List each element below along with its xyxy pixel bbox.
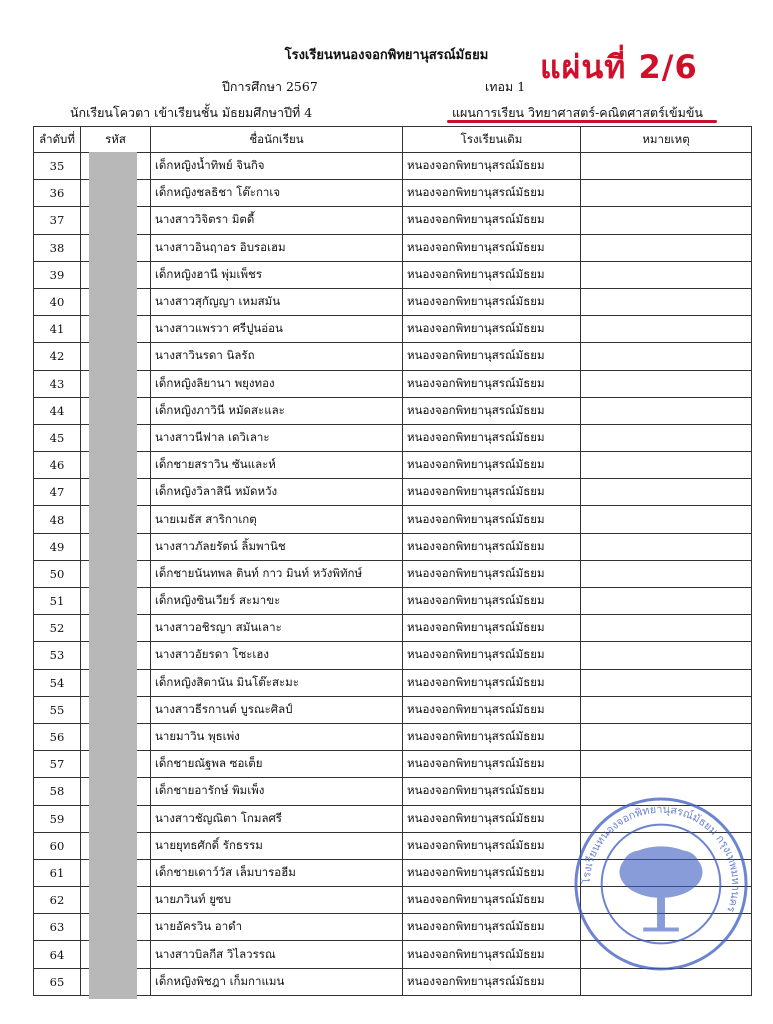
row-number: 40 — [34, 288, 81, 315]
student-name: นางสาวอินฤาอร อิบรอเฮม — [151, 234, 403, 261]
remarks-cell — [581, 642, 752, 669]
previous-school: หนองจอกพิทยานุสรณ์มัธยม — [403, 288, 581, 315]
student-name: นายอัครวิน อาดำ — [151, 914, 403, 941]
row-number: 36 — [34, 180, 81, 207]
table-row — [34, 642, 752, 669]
remarks-cell — [581, 533, 752, 560]
row-number: 39 — [34, 261, 81, 288]
remarks-cell — [581, 370, 752, 397]
table-row — [34, 479, 752, 506]
previous-school: หนองจอกพิทยานุสรณ์มัธยม — [403, 941, 581, 968]
row-number: 60 — [34, 832, 81, 859]
tree-icon — [619, 846, 702, 931]
remarks-cell — [581, 261, 752, 288]
student-name: นางสาวอัยรดา โซะเฮง — [151, 642, 403, 669]
previous-school: หนองจอกพิทยานุสรณ์มัธยม — [403, 533, 581, 560]
previous-school: หนองจอกพิทยานุสรณ์มัธยม — [403, 397, 581, 424]
table-row — [34, 560, 752, 587]
table-row — [34, 452, 752, 479]
previous-school: หนองจอกพิทยานุสรณ์มัธยม — [403, 479, 581, 506]
previous-school: หนองจอกพิทยานุสรณ์มัธยม — [403, 615, 581, 642]
remarks-cell — [581, 180, 752, 207]
previous-school: หนองจอกพิทยานุสรณ์มัธยม — [403, 669, 581, 696]
student-name: นางสาวินรดา นิลรัถ — [151, 343, 403, 370]
student-name: เด็กชายณัฐพล ซอเต็ย — [151, 751, 403, 778]
table-row — [34, 615, 752, 642]
row-number: 51 — [34, 588, 81, 615]
student-name: นางสาวนีฟาล เดวิเลาะ — [151, 424, 403, 451]
remarks-cell — [581, 153, 752, 180]
previous-school: หนองจอกพิทยานุสรณ์มัธยม — [403, 805, 581, 832]
student-name: นายมาวิน พุธเพ่ง — [151, 723, 403, 750]
remarks-cell — [581, 234, 752, 261]
previous-school: หนองจอกพิทยานุสรณ์มัธยม — [403, 914, 581, 941]
previous-school: หนองจอกพิทยานุสรณ์มัธยม — [403, 751, 581, 778]
previous-school: หนองจอกพิทยานุสรณ์มัธยม — [403, 234, 581, 261]
remarks-cell — [581, 669, 752, 696]
student-name: เด็กชายสราวิน ซันและห์ — [151, 452, 403, 479]
student-name: เด็กหญิงฮานี พุ่มเพ็ชร — [151, 261, 403, 288]
row-number: 54 — [34, 669, 81, 696]
row-number: 41 — [34, 316, 81, 343]
row-number: 61 — [34, 859, 81, 886]
student-name: เด็กหญิงภาวินี หมัดสะและ — [151, 397, 403, 424]
remarks-cell — [581, 588, 752, 615]
table-row — [34, 153, 752, 180]
previous-school: หนองจอกพิทยานุสรณ์มัธยม — [403, 832, 581, 859]
previous-school: หนองจอกพิทยานุสรณ์มัธยม — [403, 642, 581, 669]
row-number: 55 — [34, 696, 81, 723]
row-number: 50 — [34, 560, 81, 587]
col-header-no: ลำดับที่ — [34, 127, 81, 153]
remarks-cell — [581, 207, 752, 234]
remarks-cell — [581, 615, 752, 642]
row-number: 46 — [34, 452, 81, 479]
table-row — [34, 180, 752, 207]
remarks-cell — [581, 316, 752, 343]
school-name: โรงเรียนหนองจอกพิทยานุสรณ์มัธยม — [284, 48, 489, 63]
table-row — [34, 261, 752, 288]
remarks-cell — [581, 723, 752, 750]
student-name: นางสาวอชิรญา สมันเลาะ — [151, 615, 403, 642]
table-row — [34, 723, 752, 750]
student-name: เด็กหญิงลิยานา พยุงทอง — [151, 370, 403, 397]
redacted-id-column — [89, 152, 137, 999]
remarks-cell — [581, 696, 752, 723]
previous-school: หนองจอกพิทยานุสรณ์มัธยม — [403, 887, 581, 914]
term: เทอม 1 — [485, 79, 526, 94]
sheet-label: แผ่นที่ 2/6 — [540, 48, 698, 86]
table-row — [34, 751, 752, 778]
row-number: 65 — [34, 968, 81, 995]
table-row — [34, 533, 752, 560]
previous-school: หนองจอกพิทยานุสรณ์มัธยม — [403, 343, 581, 370]
table-row — [34, 397, 752, 424]
previous-school: หนองจอกพิทยานุสรณ์มัธยม — [403, 153, 581, 180]
row-number: 56 — [34, 723, 81, 750]
student-name: นางสาววิจิตรา มิตดี้ — [151, 207, 403, 234]
table-row — [34, 370, 752, 397]
student-name: นางสาวธีรกานต์ บูรณะศิลป์ — [151, 696, 403, 723]
row-number: 43 — [34, 370, 81, 397]
table-row — [34, 696, 752, 723]
row-number: 64 — [34, 941, 81, 968]
student-name: เด็กหญิงวิลาสินี หมัดหวัง — [151, 479, 403, 506]
remarks-cell — [581, 343, 752, 370]
row-number: 38 — [34, 234, 81, 261]
student-name: เด็กหญิงพิชฎา เก็มกาแมน — [151, 968, 403, 995]
col-header-name: ชื่อนักเรียน — [151, 127, 403, 153]
student-name: เด็กหญิงสิตานัน มินโต๊ะสะมะ — [151, 669, 403, 696]
previous-school: หนองจอกพิทยานุสรณ์มัธยม — [403, 424, 581, 451]
table-row — [34, 207, 752, 234]
academic-year: ปีการศึกษา 2567 — [222, 79, 318, 94]
seal-text: โรงเรียนหนองจอกพิทยานุสรณ์มัธยม กรุงเทพมหานคร — [579, 802, 743, 915]
previous-school: หนองจอกพิทยานุสรณ์มัธยม — [403, 588, 581, 615]
student-level: นักเรียนโควตา เข้าเรียนชั้น มัธยมศึกษาปีที่ 4 — [70, 105, 313, 120]
row-number: 35 — [34, 153, 81, 180]
student-name: นางสาวสุกัญญา เหมสมัน — [151, 288, 403, 315]
table-row — [34, 506, 752, 533]
row-number: 49 — [34, 533, 81, 560]
table-row — [34, 669, 752, 696]
row-number: 47 — [34, 479, 81, 506]
student-name: นางสาวบิลกีส วิไลวรรณ — [151, 941, 403, 968]
row-number: 37 — [34, 207, 81, 234]
remarks-cell — [581, 397, 752, 424]
table-row — [34, 316, 752, 343]
study-plan-underline — [447, 120, 717, 123]
student-name: นางสาวภัลยรัตน์ ลิ้มพานิช — [151, 533, 403, 560]
row-number: 48 — [34, 506, 81, 533]
student-name: นางสาวชัญณิตา โกมลศรี — [151, 805, 403, 832]
col-header-school: โรงเรียนเดิม — [403, 127, 581, 153]
previous-school: หนองจอกพิทยานุสรณ์มัธยม — [403, 452, 581, 479]
student-name: เด็กชายนันทพล ตินท์ กาว มินท์ หวังพิทักษ์ — [151, 560, 403, 587]
student-name: เด็กหญิงน้ำทิพย์ จินกิจ — [151, 153, 403, 180]
student-name: เด็กชายเดาว์วัส เล็มบารอฮีม — [151, 859, 403, 886]
table-row — [34, 288, 752, 315]
school-seal-stamp — [572, 795, 750, 973]
table-row — [34, 424, 752, 451]
row-number: 42 — [34, 343, 81, 370]
col-header-id: รหัส — [81, 127, 151, 153]
student-name: เด็กชายอารักษ์ พิมเพ็ง — [151, 778, 403, 805]
row-number: 53 — [34, 642, 81, 669]
previous-school: หนองจอกพิทยานุสรณ์มัธยม — [403, 859, 581, 886]
previous-school: หนองจอกพิทยานุสรณ์มัธยม — [403, 261, 581, 288]
student-name: นายภวินท์ ยูซบ — [151, 887, 403, 914]
remarks-cell — [581, 288, 752, 315]
study-plan: แผนการเรียน วิทยาศาสตร์-คณิตศาสตร์เข้มข้น — [452, 105, 703, 120]
previous-school: หนองจอกพิทยานุสรณ์มัธยม — [403, 180, 581, 207]
col-header-remarks: หมายเหตุ — [581, 127, 752, 153]
previous-school: หนองจอกพิทยานุสรณ์มัธยม — [403, 560, 581, 587]
table-row — [34, 343, 752, 370]
previous-school: หนองจอกพิทยานุสรณ์มัธยม — [403, 316, 581, 343]
previous-school: หนองจอกพิทยานุสรณ์มัธยม — [403, 370, 581, 397]
row-number: 59 — [34, 805, 81, 832]
row-number: 45 — [34, 424, 81, 451]
remarks-cell — [581, 424, 752, 451]
student-name: เด็กหญิงชลธิชา โต๊ะกาเจ — [151, 180, 403, 207]
remarks-cell — [581, 751, 752, 778]
table-row — [34, 588, 752, 615]
previous-school: หนองจอกพิทยานุสรณ์มัธยม — [403, 778, 581, 805]
previous-school: หนองจอกพิทยานุสรณ์มัธยม — [403, 207, 581, 234]
previous-school: หนองจอกพิทยานุสรณ์มัธยม — [403, 723, 581, 750]
table-row — [34, 234, 752, 261]
previous-school: หนองจอกพิทยานุสรณ์มัธยม — [403, 506, 581, 533]
student-name: นายเมธัส สาริกาเกตุ — [151, 506, 403, 533]
remarks-cell — [581, 506, 752, 533]
student-name: นางสาวแพรวา ศรีปูนอ่อน — [151, 316, 403, 343]
table-header-row — [34, 127, 752, 153]
student-name: เด็กหญิงซินเวียร์ สะมาขะ — [151, 588, 403, 615]
remarks-cell — [581, 560, 752, 587]
row-number: 63 — [34, 914, 81, 941]
remarks-cell — [581, 479, 752, 506]
row-number: 62 — [34, 887, 81, 914]
row-number: 52 — [34, 615, 81, 642]
remarks-cell — [581, 452, 752, 479]
student-name: นายยุทธศักดิ์ รักธรรม — [151, 832, 403, 859]
row-number: 58 — [34, 778, 81, 805]
previous-school: หนองจอกพิทยานุสรณ์มัธยม — [403, 696, 581, 723]
row-number: 44 — [34, 397, 81, 424]
row-number: 57 — [34, 751, 81, 778]
previous-school: หนองจอกพิทยานุสรณ์มัธยม — [403, 968, 581, 995]
